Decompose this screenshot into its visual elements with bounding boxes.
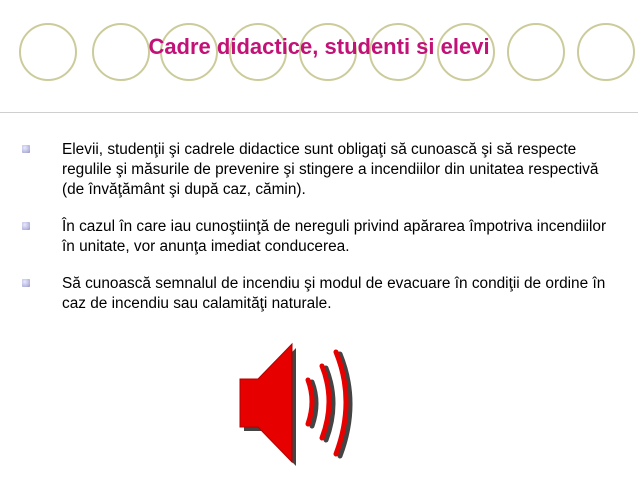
- slide-title: Cadre didactice, studenti si elevi: [148, 34, 490, 59]
- title-divider: [0, 112, 638, 113]
- square-bullet-icon: [22, 145, 30, 153]
- list-item: [22, 274, 622, 314]
- list-item: [22, 217, 622, 257]
- list-item: [22, 140, 622, 200]
- bullet-text: Să cunoască semnalul de incendiu şi modul de evacuare în condiţii de ordine în caz de incendiu sau calamităţi naturale.: [62, 275, 606, 312]
- speaker-sound-icon: [230, 338, 360, 470]
- bullet-list: [22, 140, 622, 331]
- square-bullet-icon: [22, 279, 30, 287]
- bullet-text: În cazul în care iau cunoştiinţă de nereguli privind apărarea împotriva incendiilor în unitate, vor anunţa imediat conducerea.: [62, 218, 607, 255]
- square-bullet-icon: [22, 222, 30, 230]
- bullet-text: Elevii, studenţii şi cadrele didactice sunt obligaţi să cunoască şi să respecte regulile şi măsurile de prevenire şi stingere a incendiilor din unitatea respectivă (de învăţământ şi după caz, cămin).: [62, 141, 599, 198]
